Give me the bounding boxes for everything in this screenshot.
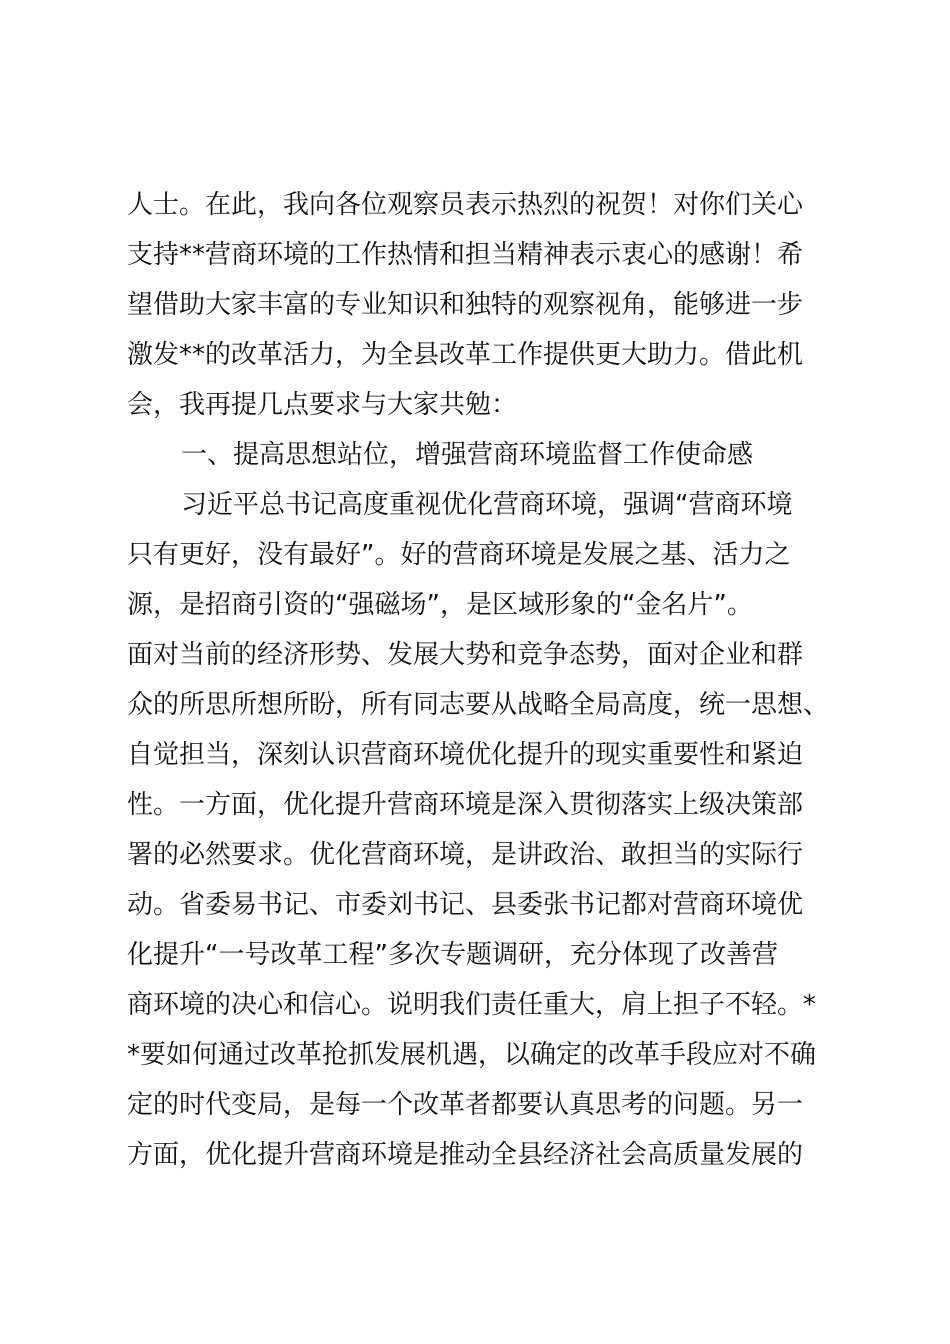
paragraph-line: 署的必然要求。优化营商环境，是讲政治、敢担当的实际行 (127, 840, 804, 870)
paragraph-line: 自觉担当，深刻认识营商环境优化提升的现实重要性和紧迫 (127, 740, 804, 770)
paragraph-line: 众的所思所想所盼，所有同志要从战略全局高度，统一思想、 (127, 690, 830, 720)
paragraph-line: 商环境的决心和信心。说明我们责任重大，肩上担子不轻。* (127, 990, 817, 1020)
paragraph-line: 动。省委易书记、市委刘书记、县委张书记都对营商环境优 (127, 890, 804, 920)
paragraph-line: 性。一方面，优化提升营商环境是深入贯彻落实上级决策部 (127, 790, 804, 820)
paragraph-line: 人士。在此，我向各位观察员表示热烈的祝贺！对你们关心 (127, 190, 804, 220)
paragraph-line: 支持**营商环境的工作热情和担当精神表示衷心的感谢！希 (127, 240, 804, 270)
document-body (127, 180, 847, 1180)
paragraph-line: 习近平总书记高度重视优化营商环境，强调“营商环境 (181, 490, 793, 520)
paragraph-line: *要如何通过改革抢抓发展机遇，以确定的改革手段应对不确 (127, 1040, 817, 1070)
paragraph-line: 望借助大家丰富的专业知识和独特的观察视角，能够进一步 (127, 290, 804, 320)
paragraph-line: 源，是招商引资的“强磁场”，是区域形象的“金名片”。 (127, 590, 753, 620)
paragraph-line: 定的时代变局，是每一个改革者都要认真思考的问题。另一 (127, 1090, 804, 1120)
paragraph-line: 会，我再提几点要求与大家共勉： (127, 390, 518, 420)
paragraph-line: 方面，优化提升营商环境是推动全县经济社会高质量发展的 (127, 1140, 804, 1170)
section-heading: 一、提高思想站位，增强营商环境监督工作使命感 (181, 440, 754, 470)
paragraph-line: 激发**的改革活力，为全县改革工作提供更大助力。借此机 (127, 340, 804, 370)
paragraph-line: 只有更好，没有最好”。好的营商环境是发展之基、活力之 (127, 540, 791, 570)
paragraph-line: 化提升“一号改革工程”多次专题调研，充分体现了改善营 (127, 940, 778, 970)
paragraph-line: 面对当前的经济形势、发展大势和竞争态势，面对企业和群 (127, 640, 804, 670)
